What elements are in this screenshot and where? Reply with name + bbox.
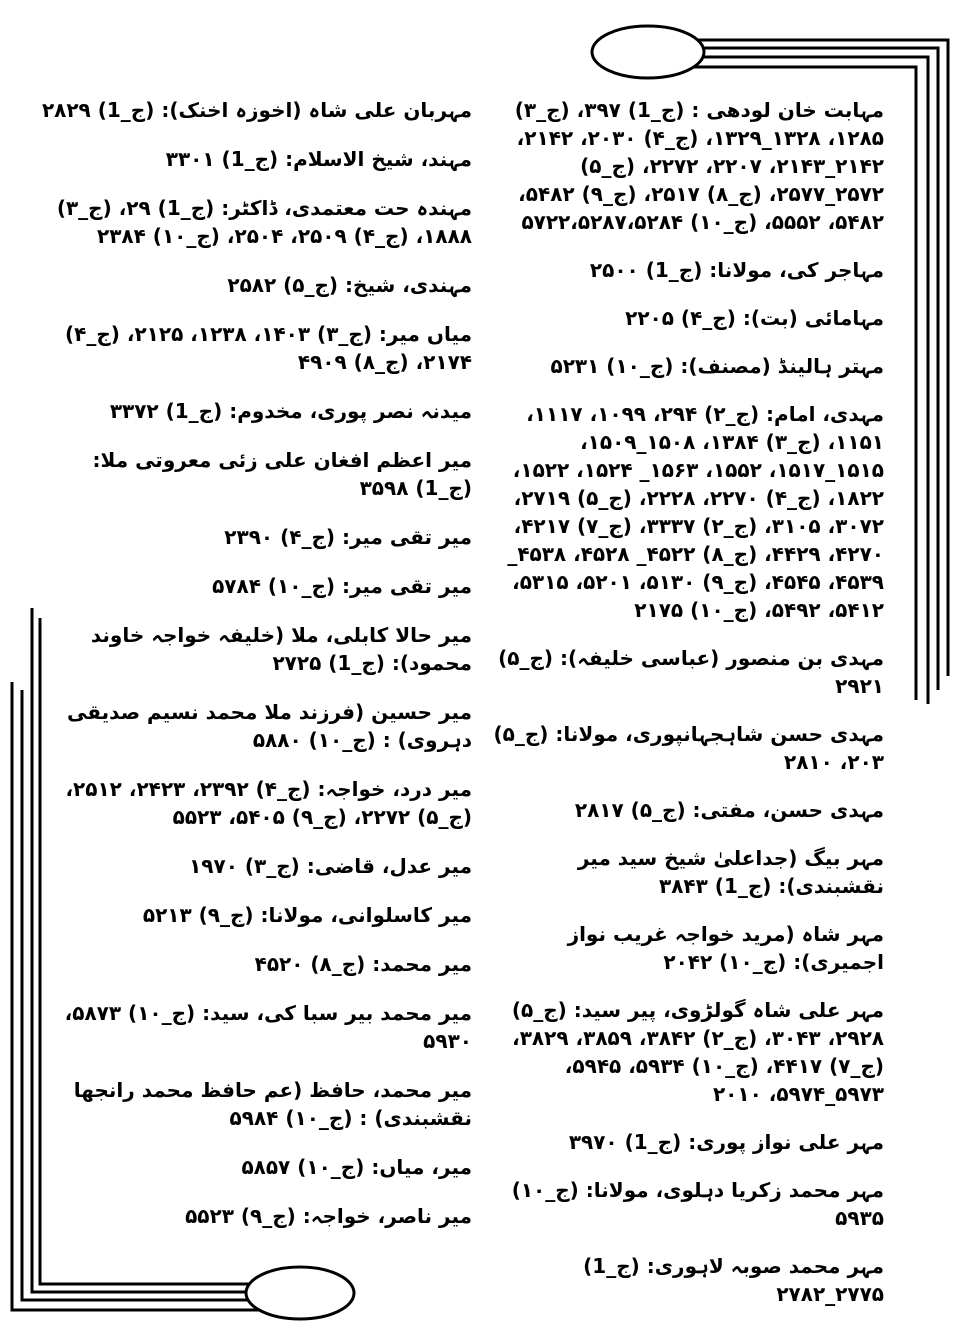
index-entry: مہامائی (بت): (ج_۴) ۲۲۰۵ <box>625 306 884 330</box>
index-entry: مہربان علی شاہ (اخوزہ اخنک): (ج_1) ۲۸۲۹ <box>41 98 472 122</box>
index-entry: میر محمد بیر سبا کی، سید: (ج_۱۰) ۵۸۷۳، ۵۹۳۰ <box>64 1001 472 1053</box>
index-entry: مہدی، امام: (ج_۲) ۲۹۴، ۱۰۹۹، ۱۱۱۷، ۱۱۵۱، (ج_۳) ۱۳۸۴، ۱۵۰۸_۱۵۰۹، ۱۵۱۵_۱۵۱۷، ۱۵۵۲، ۱۵۶۳_ ۱۵۲۴، ۱۵۲۲، ۱۸۲۲، (ج_۴) ۲۲۷۰، ۲۲۲۸، (ج_۵) ۲۷۱۹، ۳۰۷۲، ۳۱۰۵، (ج_۲) ۳۳۳۷، (ج_۷) ۴۲۱۷، ۴۲۷۰، ۴۴۲۹، (ج_۸) ۴۵۲۲_ ۴۵۲۸، ۴۵۳۸_ ۴۵۳۹، ۴۵۴۵، (ج_۹) ۵۱۳۰، ۵۲۰۱، ۵۳۱۵، ۵۴۱۲، ۵۴۹۲، (ج_۱۰) ۲۱۷۵ <box>507 402 884 622</box>
index-entry: مہر بیگ (جداعلیٰ شیخ سید میر نقشبندی): (ج_1) ۳۸۴۳ <box>577 846 884 898</box>
left-index-column <box>40 96 472 1251</box>
index-entry: میدنہ نصر پوری، مخدوم: (ج_1) ۳۳۷۲ <box>109 399 472 423</box>
right-index-column <box>488 96 884 1328</box>
index-entry: میر عدل، قاضی: (ج_۳) ۱۹۷۰ <box>189 854 472 878</box>
index-entry: مہابت خان لودھی : (ج_1) ۳۹۷، (ج_۳) ۱۲۸۵، ۱۳۲۸_۱۳۲۹، (ج_۴) ۲۰۳۰، ۲۱۴۲، ۲۱۴۲_۲۱۴۳، ۲۲۰۷، ۲۲۷۲، (ج_۵) ۲۵۷۲_۲۵۷۷، (ج_۸) ۲۵۱۷، (ج_۹) ۵۴۸۲، ۵۴۸۲، ۵۵۵۲، (ج_۱۰) ۵۷۲۲،۵۲۸۷،۵۲۸۴ <box>514 98 884 234</box>
index-entry: مہر علی شاہ گولڑوی، پیر سید: (ج_۵) ۲۹۲۸، ۳۰۴۳، (ج_۲) ۳۸۴۲، ۳۸۵۹، ۳۸۲۹، (ج_۷) ۴۴۱۷، (ج_۱۰) ۵۹۳۴، ۵۹۴۵، ۵۹۷۳_۵۹۷۴، ۲۰۱۰ <box>511 998 884 1106</box>
index-entry: مہر محمد زکریا دہلوی، مولانا: (ج_۱۰) ۵۹۳۵ <box>511 1178 884 1230</box>
index-entry: مہر شاہ (مرید خواجہ غریب نواز اجمیری): (ج_۱۰) ۲۰۴۲ <box>567 922 884 974</box>
index-entry: مہدی حسن، مفتی: (ج_۵) ۲۸۱۷ <box>574 798 884 822</box>
index-entry: مہند، شیخ الاسلام: (ج_1) ۳۳۰۱ <box>165 147 472 171</box>
index-entry: میر حالا کابلی، ملا (خلیفہ خواجہ خاوند محمود): (ج_1) ۲۷۲۵ <box>90 623 472 675</box>
index-entry: مہدی بن منصور (عباسی خلیفہ): (ج_۵) ۲۹۲۱ <box>498 646 884 698</box>
index-entry: مہتر ہالینڈ (مصنف): (ج_۱۰) ۵۲۳۱ <box>550 354 884 378</box>
index-entry: مہدی حسن شاہجہانپوری، مولانا: (ج_۵) ۲۰۳، ۲۸۱۰ <box>493 722 884 774</box>
index-entry: میر، میاں: (ج_۱۰) ۵۸۵۷ <box>241 1155 472 1179</box>
index-entry: میر محمد: (ج_۸) ۴۵۲۰ <box>254 952 472 976</box>
index-entry: میر ناصر، خواجہ: (ج_۹) ۵۵۲۳ <box>185 1204 472 1228</box>
index-entry: میر تقی میر: (ج_۴) ۲۳۹۰ <box>224 525 472 549</box>
index-entry: میر حسین (فرزند ملا محمد نسیم صدیقی دہروی) : (ج_۱۰) ۵۸۸۰ <box>67 700 472 752</box>
index-entry: مہر محمد صوبہ لاہوری: (ج_1) ۲۷۷۵_۲۷۸۲ <box>583 1254 884 1306</box>
bottom-ornament-oval <box>246 1267 354 1319</box>
index-entry: میر درد، خواجہ: (ج_۴) ۲۳۹۲، ۲۴۲۳، ۲۵۱۲، (ج_۵) ۲۲۷۲، (ج_۹) ۵۴۰۵، ۵۵۲۳ <box>65 777 472 829</box>
index-entry: مہاجر کی، مولانا: (ج_1) ۲۵۰۰ <box>589 258 884 282</box>
index-entry: میاں میر: (ج_۳) ۱۴۰۳، ۱۲۳۸، ۲۱۲۵، (ج_۴) ۲۱۷۴، (ج_۸) ۴۹۰۹ <box>64 322 472 374</box>
index-entry: میر محمد، حافظ (عم حافظ محمد رانجھا نقشبندی) : (ج_۱۰) ۵۹۸۴ <box>73 1078 472 1130</box>
index-entry: میر اعظم افغان علی زئی معروتی ملا: (ج_1) ۳۵۹۸ <box>92 448 472 500</box>
index-entry: میر تقی میر: (ج_۱۰) ۵۷۸۴ <box>212 574 472 598</box>
index-entry: مہر علی نواز پوری: (ج_1) ۳۹۷۰ <box>568 1130 884 1154</box>
top-ornament-oval <box>592 26 704 78</box>
index-entry: مہندہ حت معتمدی، ڈاکٹر: (ج_1) ۲۹، (ج_۳) ۱۸۸۸، (ج_۴) ۲۵۰۹، ۲۵۰۴، (ج_۱۰) ۲۳۸۴ <box>56 196 472 248</box>
index-entry: مہندی، شیخ: (ج_۵) ۲۵۸۲ <box>227 273 472 297</box>
index-entry: میر کاسلوانی، مولانا: (ج_۹) ۵۲۱۳ <box>142 903 472 927</box>
